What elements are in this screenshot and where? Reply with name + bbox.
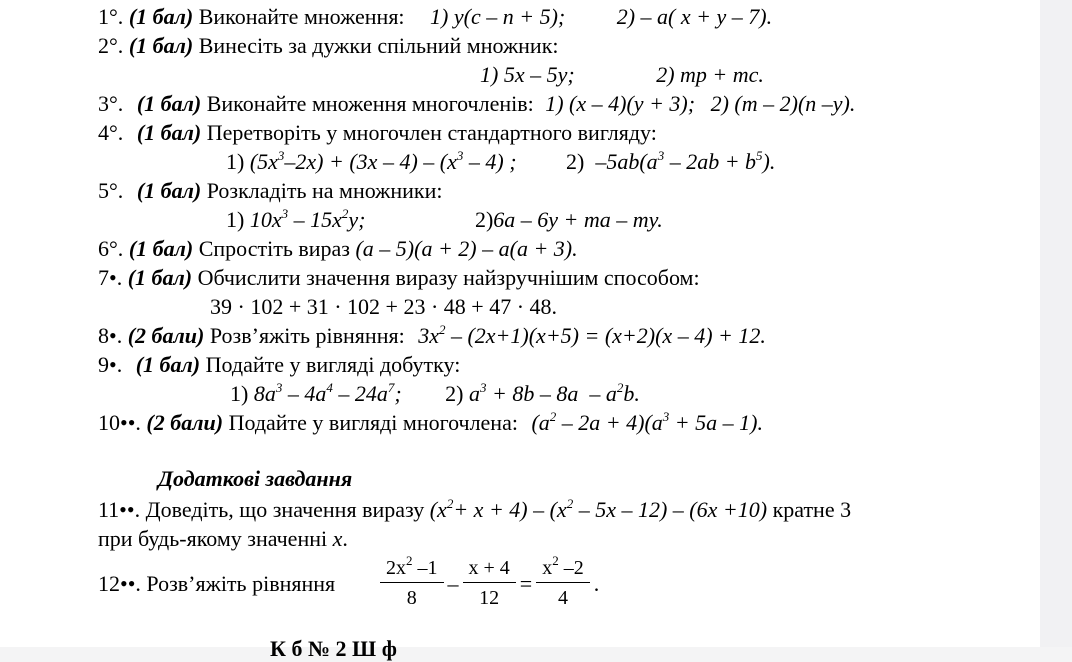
task-9-expressions: 1) $8a^3 - 4a^4 - 24a^7$; 2) $a^3 + 8b - 8a - a^2b$.: [230, 380, 640, 406]
task-2: 2°. (1 бал) Винесіть за дужки спільний множник:: [98, 33, 559, 58]
task-6: 6°. (1 бал) Спростіть вираз (a – 5)(a + 2) – a(a + 3).: [98, 236, 578, 261]
task-7-expression: 39 · 102 + 31 · 102 + 23 · 48 + 47 · 48.: [210, 294, 558, 319]
task-11: 11••. Доведіть, що значення виразу $(x^2+ x + 4) - (x^2 - 5x - 12) - (6x +10)$ кратне 3: [98, 496, 852, 522]
task-12: 12••. Розв’яжіть рівняння: [98, 571, 336, 596]
viewer-margin: [1040, 0, 1072, 647]
task-5-expressions: 1) $10x^3 - 15x^2y$; 2)6a – 6y + ma – my.: [226, 206, 663, 232]
task-4-expressions: 1) $(5x^3-2x) + (3x - 4) - (x^3 - 4)$ ; 2) $-5ab(a^3 - 2ab + b^5)$.: [226, 148, 776, 174]
extra-tasks-heading: Додаткові завдання: [158, 466, 353, 491]
task-5: 5°. (1 бал) Розкладіть на множники:: [98, 178, 443, 203]
task-11-line2: при будь-якому значенні x.: [98, 526, 348, 551]
task-12-equation: $\frac{2x^2 -1}{8}$ – $\frac{x + 4}{12}$ = $\frac{x^2 -2}{4}$ .: [380, 556, 603, 611]
task-9: 9•. (1 бал) Подайте у вигляді добутку:: [98, 352, 461, 377]
fraction-3: $\frac{x^2 -2}{4}$: [536, 556, 590, 611]
task-4: 4°. (1 бал) Перетворіть у многочлен стандартного вигляду:: [98, 120, 657, 145]
cut-off-text: К б № 2 Ш ф: [270, 636, 397, 661]
task-1: 1°. (1 бал) Виконайте множення: 1) y(c – n + 5); 2) – a( x + y – 7).: [98, 4, 773, 29]
task-3: 3°. (1 бал) Виконайте множення многочленів: 1) (x – 4)(y + 3); 2) (m – 2)(n –y).: [98, 91, 856, 116]
task-7: 7•. (1 бал) Обчислити значення виразу найзручнішим способом:: [98, 265, 700, 290]
fraction-2: $\frac{x + 4}{12}$: [463, 556, 516, 611]
fraction-1: $\frac{2x^2 -1}{8}$: [380, 556, 444, 611]
task-8: 8•. (2 бали) Розв’яжіть рівняння: $3x^2 - (2x+1)(x+5) = (x+2)(x - 4) + 12$.: [98, 322, 766, 348]
task-2-expressions: 1) 5x – 5y; 2) mp + mc.: [480, 62, 764, 87]
task-10: 10••. (2 бали) Подайте у вигляді многочлена: $(a^2 - 2a + 4)(a^3 + 5a - 1)$.: [98, 409, 763, 435]
